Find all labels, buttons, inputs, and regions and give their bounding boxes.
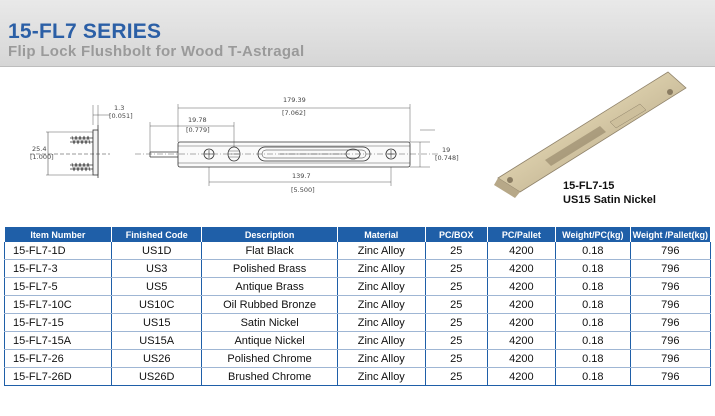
table-header-row [5,227,711,242]
product-model: 15-FL7-15 [563,180,615,192]
table-cell: Polished Brass [202,260,338,278]
table-cell: Zinc Alloy [337,296,425,314]
table-cell: Satin Nickel [202,314,338,332]
col-weight-pc: Weight/PC(kg) [555,227,630,242]
dim-left-in: [1.000] [30,153,54,161]
dim-overall-mm: 179.39 [283,96,306,104]
product-finish: US15 Satin Nickel [563,194,656,206]
table-cell: US15 [112,314,202,332]
dim-left-mm: 25.4 [32,145,47,153]
dim-top-mm: 1.3 [114,104,125,112]
table-cell: 796 [630,260,710,278]
table-cell: Brushed Chrome [202,368,338,386]
table-cell: 0.18 [555,350,630,368]
table-cell: 15-FL7-3 [5,260,112,278]
table-cell: 15-FL7-5 [5,278,112,296]
table-cell: Zinc Alloy [337,314,425,332]
table-cell: 25 [425,368,487,386]
table-cell: 796 [630,278,710,296]
table-cell: 0.18 [555,242,630,260]
table-cell: 796 [630,368,710,386]
dim-right-in: [0.748] [435,154,459,162]
table-cell: 4200 [487,278,555,296]
table-row [5,242,711,260]
col-item-number: Item Number [5,227,112,242]
table-row [5,296,711,314]
col-description: Description [202,227,338,242]
table-body [5,242,711,386]
table-cell: Zinc Alloy [337,332,425,350]
table-cell: Antique Brass [202,278,338,296]
table-cell: 796 [630,332,710,350]
table-row [5,278,711,296]
table-cell: 15-FL7-26 [5,350,112,368]
dim-bottom-in: [5.500] [291,186,315,194]
table-cell: US1D [112,242,202,260]
table-cell: 0.18 [555,314,630,332]
col-finished-code: Finished Code [112,227,202,242]
specifications-table [4,227,711,386]
table-cell: US10C [112,296,202,314]
col-pc-pallet: PC/Pallet [487,227,555,242]
table-cell: 4200 [487,368,555,386]
table-row [5,332,711,350]
table-cell: 25 [425,314,487,332]
table-cell: 0.18 [555,368,630,386]
col-material: Material [337,227,425,242]
table-cell: 4200 [487,296,555,314]
dim-right-mm: 19 [442,146,451,154]
table-cell: Antique Nickel [202,332,338,350]
table-cell: Zinc Alloy [337,368,425,386]
dim-top-in: [0.051] [109,112,133,120]
table-cell: 15-FL7-15 [5,314,112,332]
table-cell: Zinc Alloy [337,278,425,296]
table-cell: 796 [630,350,710,368]
table-row [5,260,711,278]
table-row [5,314,711,332]
col-weight-pallet: Weight /Pallet(kg) [630,227,710,242]
table-cell: US15A [112,332,202,350]
side-view-drawing [30,105,110,178]
table-cell: US5 [112,278,202,296]
table-cell: 15-FL7-15A [5,332,112,350]
dim-bottom-mm: 139.7 [292,172,311,180]
dim-rod-in: [0.779] [186,126,210,134]
table-cell: 0.18 [555,332,630,350]
table-cell: 25 [425,332,487,350]
table-cell: Zinc Alloy [337,260,425,278]
table-cell: 796 [630,314,710,332]
series-subtitle: Flip Lock Flushbolt for Wood T-Astragal [8,43,305,60]
col-pc-box: PC/BOX [425,227,487,242]
table-cell: 0.18 [555,296,630,314]
table-cell: 15-FL7-1D [5,242,112,260]
table-cell: US26 [112,350,202,368]
table-cell: 15-FL7-10C [5,296,112,314]
table-cell: Oil Rubbed Bronze [202,296,338,314]
table-cell: 25 [425,296,487,314]
page-header [0,0,715,67]
table-cell: Zinc Alloy [337,350,425,368]
dim-rod-mm: 19.78 [188,116,207,124]
table-cell: US26D [112,368,202,386]
table-cell: 4200 [487,332,555,350]
series-title: 15-FL7 SERIES [8,20,162,43]
table-cell: 4200 [487,242,555,260]
table-row [5,350,711,368]
table-cell: Zinc Alloy [337,242,425,260]
table-cell: 4200 [487,350,555,368]
table-cell: 25 [425,242,487,260]
table-cell: 0.18 [555,260,630,278]
table-cell: 25 [425,278,487,296]
table-cell: 25 [425,260,487,278]
table-cell: 4200 [487,260,555,278]
table-cell: 25 [425,350,487,368]
table-cell: Flat Black [202,242,338,260]
table-cell: 796 [630,296,710,314]
product-caption [563,179,656,207]
table-cell: 0.18 [555,278,630,296]
table-row [5,368,711,386]
table-cell: Polished Chrome [202,350,338,368]
table-cell: 796 [630,242,710,260]
table-cell: US3 [112,260,202,278]
table-cell: 4200 [487,314,555,332]
dim-overall-in: [7.062] [282,109,306,117]
table-cell: 15-FL7-26D [5,368,112,386]
